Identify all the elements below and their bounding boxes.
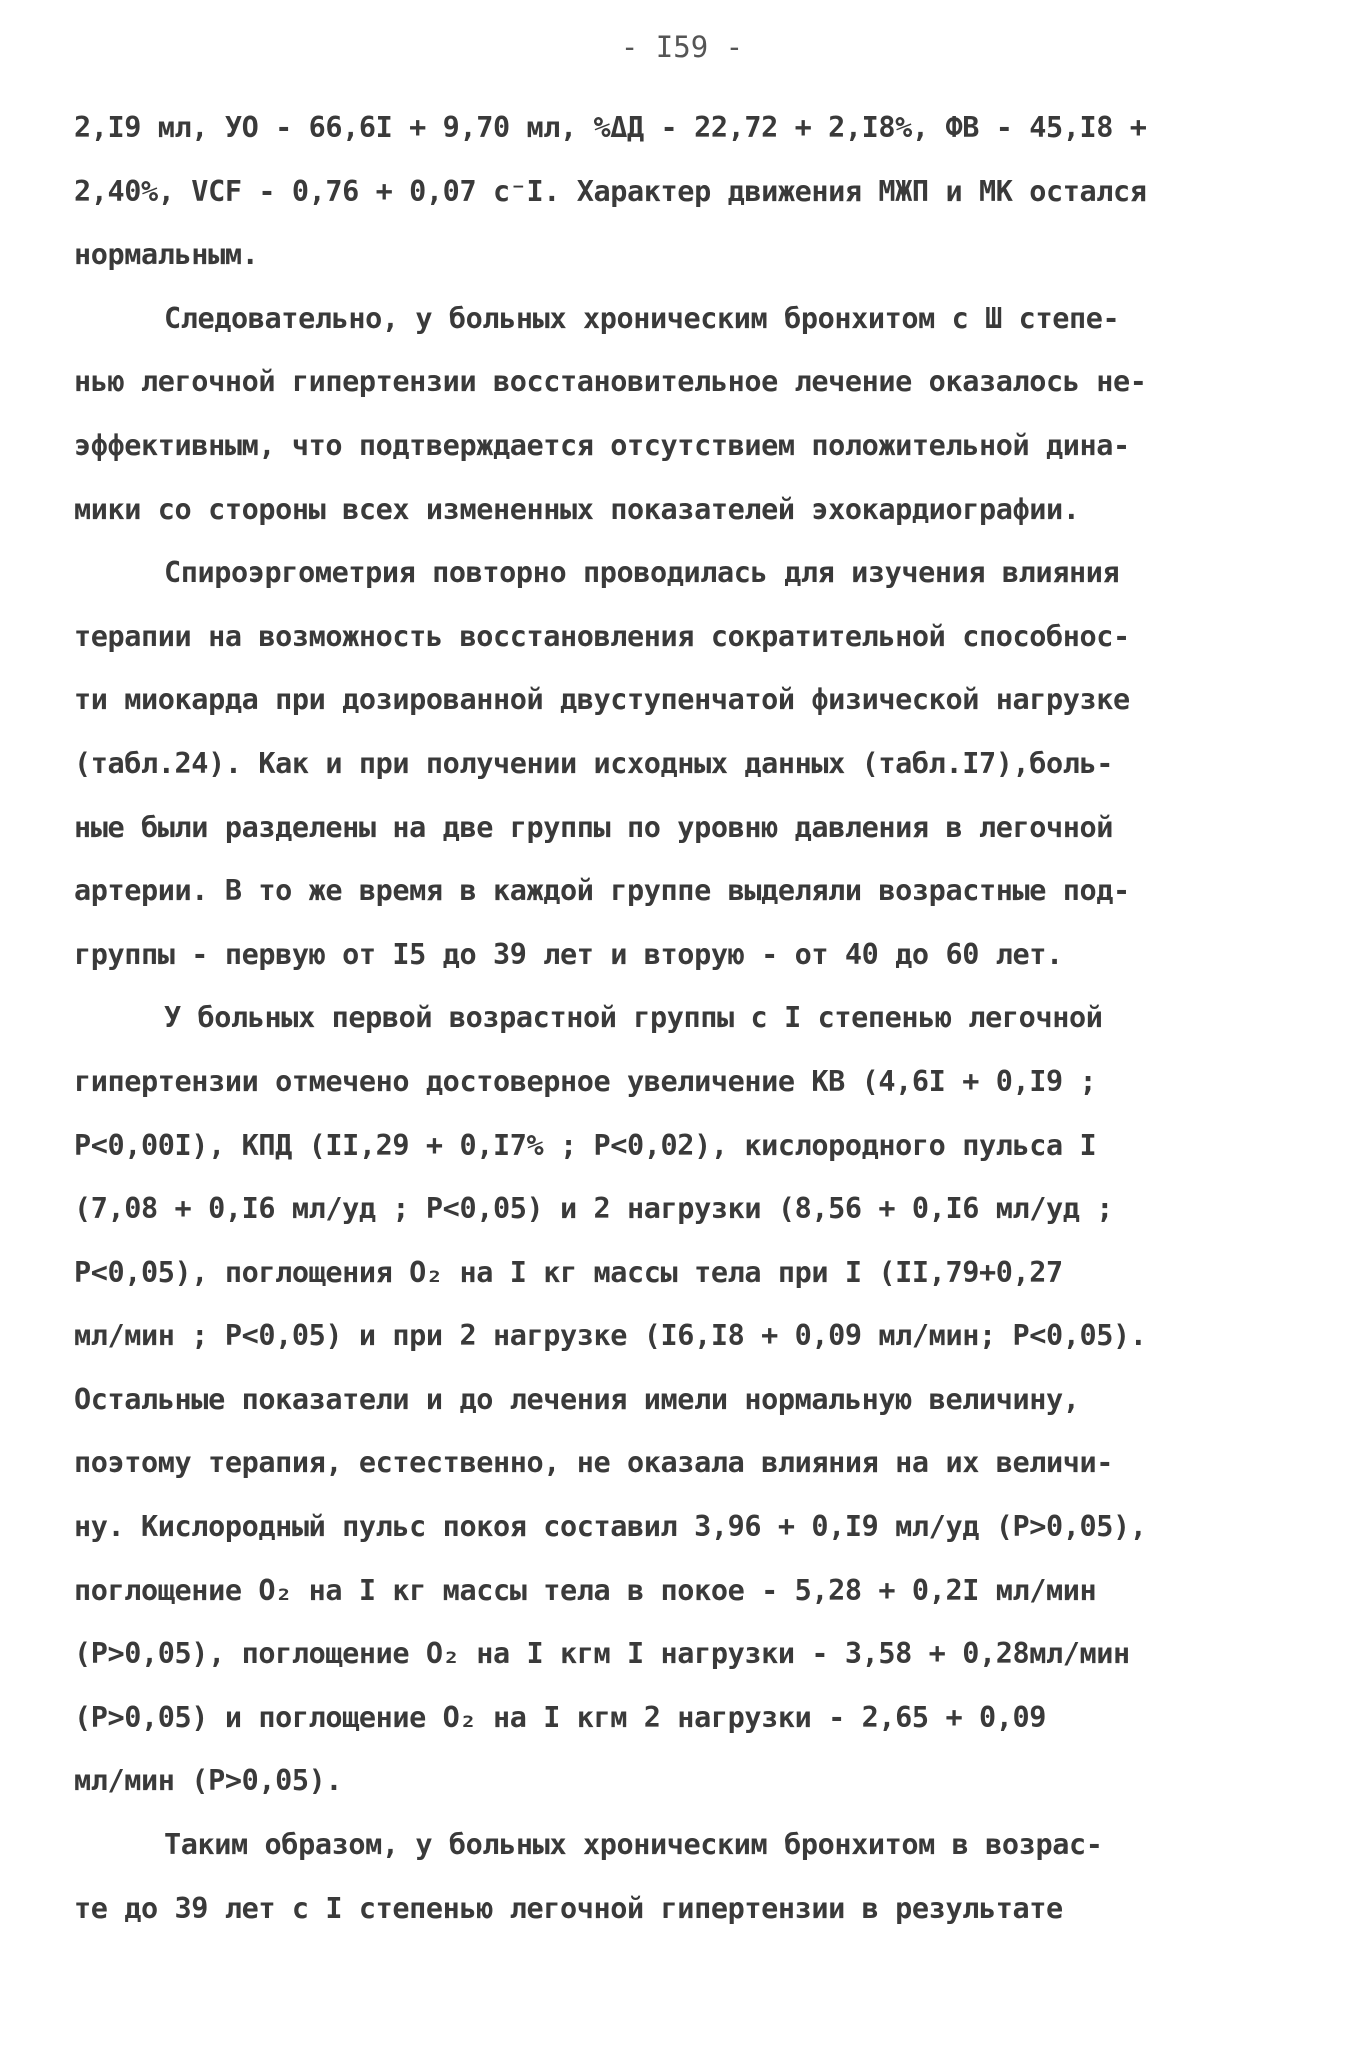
text-line: Следовательно, у больных хроническим бронхитом с Ш степе-	[164, 301, 1120, 335]
text-line: мл/мин (P>0,05).	[74, 1764, 343, 1798]
text-line: Таким образом, у больных хроническим бронхитом в возрас-	[164, 1828, 1103, 1862]
text-line: нью легочной гипертензии восстановительное лечение оказалось не-	[74, 365, 1147, 399]
text-line: ные были разделены на две группы по уровню давления в легочной	[74, 810, 1114, 844]
text-line: Остальные показатели и до лечения имели нормальную величину,	[74, 1382, 1080, 1416]
text-line: P<0,05), поглощения O₂ на I кг массы тела при I (II,79+0,27	[74, 1255, 1063, 1289]
text-line: поглощение O₂ на I кг массы тела в покое - 5,28 + 0,2I мл/мин	[74, 1573, 1097, 1607]
body-text	[74, 96, 1288, 1940]
text-line: эффективным, что подтверждается отсутствием положительной дина-	[74, 428, 1130, 462]
text-line: те до 39 лет с I степенью легочной гипертензии в результате	[74, 1891, 1063, 1925]
text-line: (P>0,05) и поглощение O₂ на I кгм 2 нагрузки - 2,65 + 0,09	[74, 1700, 1046, 1734]
text-line: гипертензии отмечено достоверное увеличение КВ (4,6I + 0,I9 ;	[74, 1064, 1097, 1098]
text-line: нормальным.	[74, 238, 259, 272]
text-line: (7,08 + 0,I6 мл/уд ; P<0,05) и 2 нагрузки (8,56 + 0,I6 мл/уд ;	[74, 1192, 1114, 1226]
text-line: Спироэргометрия повторно проводилась для изучения влияния	[164, 556, 1120, 590]
text-line: ну. Кислородный пульс покоя составил 3,96 + 0,I9 мл/уд (P>0,05),	[74, 1510, 1147, 1544]
text-line: ти миокарда при дозированной двуступенчатой физической нагрузке	[74, 683, 1130, 717]
text-line: группы - первую от I5 до 39 лет и вторую - от 40 до 60 лет.	[74, 937, 1063, 971]
text-line: У больных первой возрастной группы с I степенью легочной	[164, 1001, 1103, 1035]
text-line: (P>0,05), поглощение O₂ на I кгм I нагрузки - 3,58 + 0,28мл/мин	[74, 1637, 1130, 1671]
text-line: 2,I9 мл, УО - 66,6I + 9,70 мл, %ΔД - 22,72 + 2,I8%, ФВ - 45,I8 +	[74, 111, 1147, 144]
text-line: 2,40%, VCF - 0,76 + 0,07 с⁻I. Характер движения МЖП и МК остался	[74, 174, 1147, 208]
text-line: мл/мин ; P<0,05) и при 2 нагрузке (I6,I8 + 0,09 мл/мин; P<0,05).	[74, 1319, 1147, 1353]
text-line: мики со стороны всех измененных показателей эхокардиографии.	[74, 492, 1080, 526]
text-line: (табл.24). Как и при получении исходных данных (табл.I7),боль-	[74, 746, 1114, 780]
text-line: P<0,00I), КПД (II,29 + 0,I7% ; P<0,02), кислородного пульса I	[74, 1128, 1097, 1162]
text-line: терапии на возможность восстановления сократительной способнос-	[74, 619, 1130, 653]
page-number: - I59 -	[620, 30, 744, 64]
text-line: поэтому терапия, естественно, не оказала влияния на их величи-	[74, 1446, 1114, 1480]
text-line: артерии. В то же время в каждой группе выделяли возрастные под-	[74, 874, 1130, 908]
